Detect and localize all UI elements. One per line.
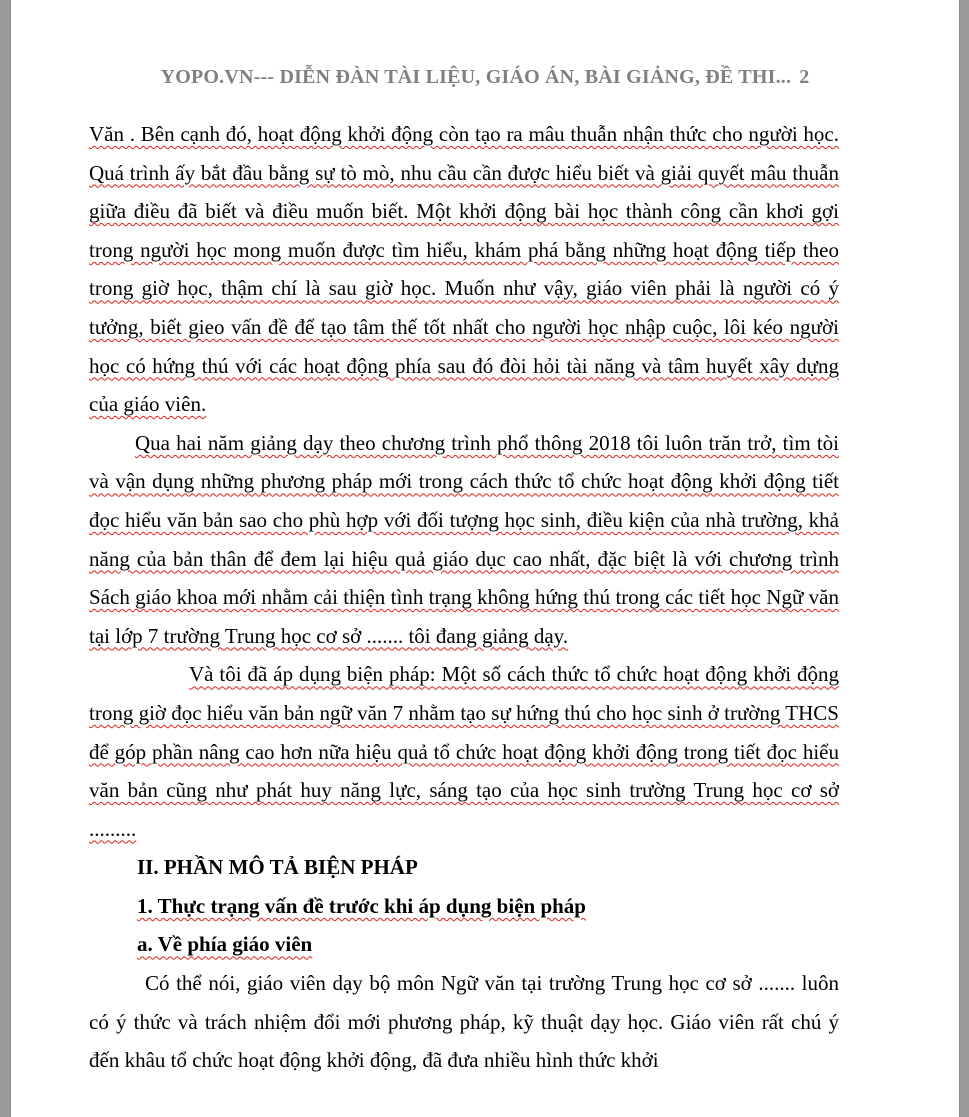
header-title: YOPO.VN--- DIỄN ĐÀN TÀI LIỆU, GIÁO ÁN, BÀI GIẢNG, ĐỀ THI...: [160, 66, 792, 88]
paragraph-text: Và tôi đã áp dụng biện pháp: Một số cách thức tổ chức hoạt động khởi động trong giờ đọc hiểu văn bản ngữ văn 7 nhằm tạo sự hứng thú cho học sinh ở trường THCS để góp phần nâng cao hơn nữa hiệu quả tổ chức hoạt động khởi động trong tiết đọc hiểu văn bản cũng như phát huy năng lực, sáng tạo của học sinh trường Trung học cơ sở .........: [89, 662, 839, 841]
section-heading: II. PHẦN MÔ TẢ BIỆN PHÁP: [137, 855, 418, 880]
paragraph-text: Qua hai năm giảng dạy theo chương trình phổ thông 2018 tôi luôn trăn trở, tìm tòi và vận dụng những phương pháp mới trong cách thức tổ chức hoạt động khởi động tiết đọc hiểu văn bản sao cho phù hợp với đối tượng học sinh, điều kiện của nhà trường, khả năng của bản thân để đem lại hiệu quả giáo dục cao nhất, đặc biệt là với chương trình Sách giáo khoa mới nhằm cải thiện tình trạng không hứng thú trong các tiết học Ngữ văn tại lớp 7 trường Trung học cơ sở ....... tôi đang giảng dạy.: [89, 430, 839, 648]
document-body[interactable]: [89, 115, 839, 1080]
page-header: [11, 66, 959, 89]
subsubsection-heading: [89, 925, 839, 964]
subsection-heading-text: 1. Thực trạng vấn đề trước khi áp dụng biện pháp: [137, 893, 586, 918]
subsection-heading: [89, 887, 839, 926]
paragraph-text: Văn . Bên cạnh đó, hoạt động khởi động còn tạo ra mâu thuẫn nhận thức cho người học. Quá trình ấy bắt đầu bằng sự tò mò, nhu cầu cần được hiểu biết và giải quyết mâu thuẫn giữa điều đã biết và điều muốn biết. Một khởi động bài học thành công cần khơi gợi trong người học mong muốn được tìm hiểu, khám phá bằng những hoạt động tiếp theo trong giờ học, thậm chí là sau giờ học. Muốn như vậy, giáo viên phải là người có ý tưởng, biết gieo vấn đề để tạo tâm thế tốt nhất cho người học nhập cuộc, lôi kéo người học có hứng thú với các hoạt động phía sau đó đòi hỏi tài năng và tâm huyết xây dựng của giáo viên.: [89, 122, 839, 417]
page-number: 2: [799, 66, 810, 88]
paragraph: [89, 655, 839, 848]
paragraph: [89, 115, 839, 424]
document-page: [10, 0, 960, 1117]
paragraph: [89, 964, 839, 1080]
paragraph-text: Có thể nói, giáo viên dạy bộ môn Ngữ văn tại trường Trung học cơ sở ....... luôn có ý thức và trách nhiệm đổi mới phương pháp, kỹ thuật dạy học. Giáo viên rất chú ý đến khâu tổ chức hoạt động khởi động, đã đưa nhiều hình thức khởi: [89, 971, 839, 1073]
subsubsection-heading-text: a. Về phía giáo viên: [137, 932, 313, 957]
paragraph: [89, 424, 839, 656]
